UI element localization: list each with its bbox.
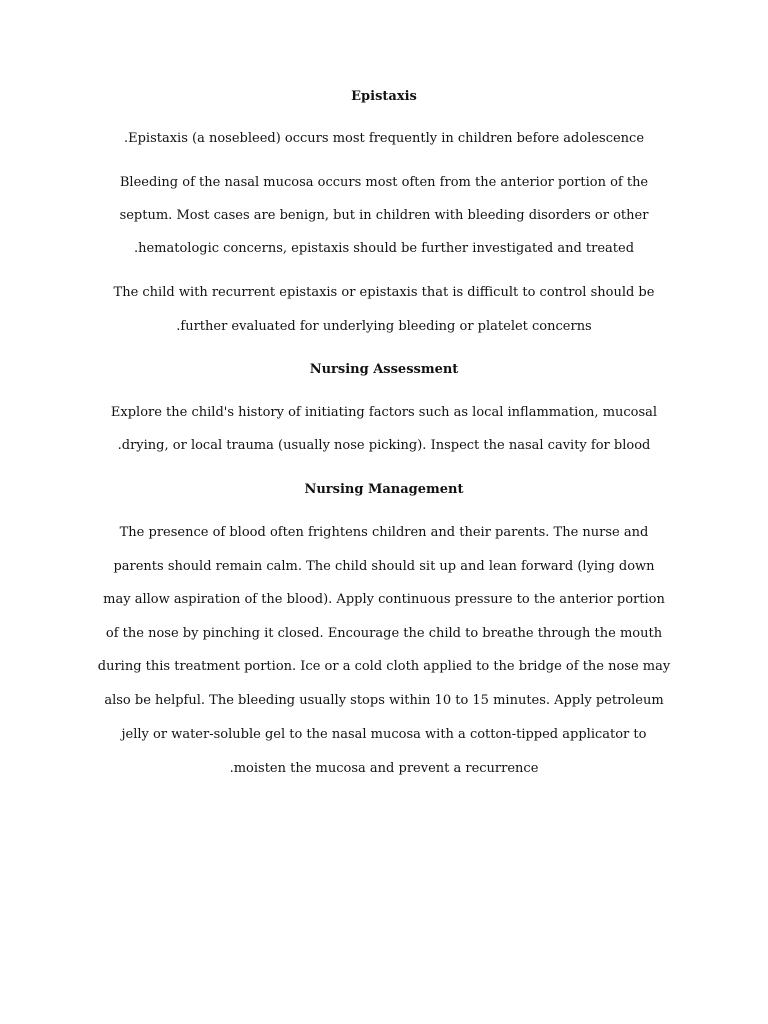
assessment-line-1: Explore the child's history of initiating factors such as local inflammation, mucosal [110,405,658,420]
paragraph-2-line-1: Bleeding of the nasal mucosa occurs most often from the anterior portion of the [119,175,649,190]
management-line-3: may allow aspiration of the blood). Apply continuous pressure to the anterior portion [103,592,665,607]
paragraph-2-line-2: septum. Most cases are benign, but in children with bleeding disorders or other [119,208,649,223]
assessment-line-2: .drying, or local trauma (usually nose picking). Inspect the nasal cavity for blood [117,438,651,453]
management-line-5: during this treatment portion. Ice or a cold cloth applied to the bridge of the nose may [97,659,671,674]
paragraph-3-line-1: The child with recurrent epistaxis or epistaxis that is difficult to control should be [113,285,655,300]
management-line-1: The presence of blood often frightens children and their parents. The nurse and [119,525,649,540]
management-line-6: also be helpful. The bleeding usually stops within 10 to 15 minutes. Apply petroleum [104,693,664,708]
management-line-7: jelly or water-soluble gel to the nasal mucosa with a cotton-tipped applicator to [121,727,647,742]
paragraph-3-line-2: .further evaluated for underlying bleeding or platelet concerns [176,319,592,334]
management-line-8: .moisten the mucosa and prevent a recurrence [229,761,539,776]
paragraph-1-line-1: .Epistaxis (a nosebleed) occurs most frequently in children before adolescence [123,131,645,146]
management-line-2: parents should remain calm. The child should sit up and lean forward (lying down [113,559,655,574]
paragraph-2-line-3: .hematologic concerns, epistaxis should be further investigated and treated [133,241,635,256]
document-title: Epistaxis [351,89,417,104]
management-line-4: of the nose by pinching it closed. Encourage the child to breathe through the mouth [105,626,663,641]
section-heading-nursing-management: Nursing Management [304,482,464,497]
section-heading-nursing-assessment: Nursing Assessment [309,362,459,377]
